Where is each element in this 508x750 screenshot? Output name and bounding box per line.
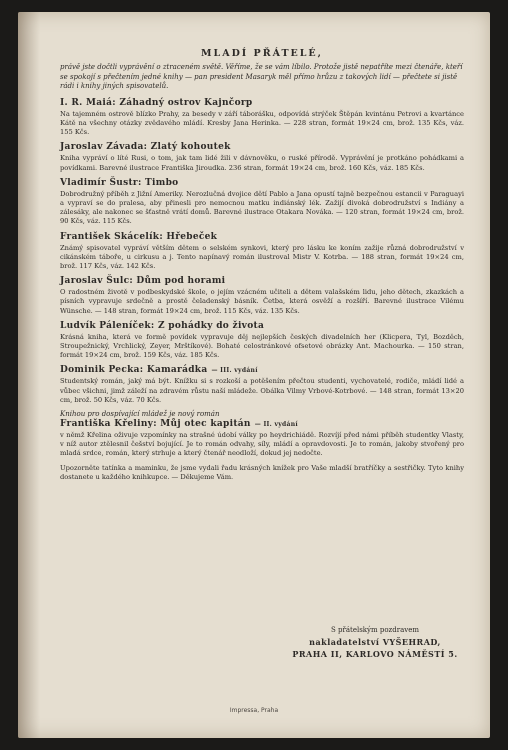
edition-label: — II. vydání [254,421,298,429]
edition-label: — III. vydání [211,367,258,375]
book-entry [60,232,464,272]
publisher-address: PRAHA II, KARLOVO NÁMĚSTÍ 5. [292,649,458,659]
book-entry [60,178,464,227]
book-entry [60,276,464,316]
book-entry [60,321,464,361]
book-note: Knihou pro dospívající mládež je nový román [60,410,220,419]
book-description: O radostném životě v podbeskydské škole, o jejím vzácném učiteli a dětem valašském lidu, jeho dětech, zkazkách a písních vypravuje srdečně a prostě čeladenský básník. Četba, která osvěží a rozšíří. Barevné ilustrace Vilému Wünsche. — 148 stran, formát 19×24 cm, brož. 115 Kčs, váz. 135 Kčs. [60,288,464,315]
closing-paragraph: Upozorněte tatínka a maminku, že jsme vydali řadu krásných knížek pro Vaše mladší bratříčky a sestřičky. Tyto knihy dostanete u každého knihkupce. — Děkujeme Vám. [60,463,464,481]
book-title: Františka Křeliny: Můj otec kapitán — II. vydání [60,419,298,430]
book-description: Studentský román, jaký má být. Knížku si s rozkoší a potěšením přečtou studenti, vychovatelé, rodiče, mládí lidé a vůbec všichni, jimž záleží na zdravém růstu naší mládeže. Obálka Vilmy Vrbové-Kotrbové. — 148 stran, formát 13×20 cm, brož. 50 Kčs, váz. 70 Kčs. [60,377,464,404]
book-description: Známý spisovatel vypráví větším dětem o selském synkovi, který pro lásku ke koním zažije různá dobrodružství v cikánském táboře, u cirkusu a j. Tento napínavý román ilustroval Mistr V. Kotrba. — 188 stran, formát 19×24 cm, brož. 117 Kčs, váz. 142 Kčs. [60,243,464,271]
book-title: I. R. Maiá: Záhadný ostrov Kajnčorp [60,97,253,108]
book-entry [60,98,464,138]
book-title: František Skácelík: Hřebeček [60,231,218,242]
printer-imprint: Impressa, Praha [229,707,279,714]
book-description: v němž Křelina oživuje vzpomínky na strašné údobí války po heydrichiádě. Rozvíjí před námi příběh studentky Vlasty, v níž autor ztělesnil češství bojující. Je to román odvahy, síly, mládí a opravdovosti. Je to román, jakoby stvořený pro mladá srdce, román, který strhuje a který čtenář neodloží, dokud jej nedočte. [60,431,464,458]
signature-greeting: S přátelským pozdravem [331,626,419,634]
book-title: Jaroslav Závada: Zlatý kohoutek [60,142,231,153]
book-title: Vladimír Šustr: Timbo [60,177,179,188]
book-description: Kniha vypráví o líté Rusi, o tom, jak tam lidé žili v dávnověku, o ruské přírodě. Vyprávění je protkáno pohádkami a povídkami. Barevné ilustrace Františka Jiroudka. 236 stran, formát 19×24 cm, brož. 160 Kčs, váz. 185 Kčs. [60,154,464,172]
jacket-text [60,48,464,489]
book-title: Ludvík Páleníček: Z pohádky do života [60,320,265,331]
book-description: Dobrodružný příběh z Jižní Ameriky. Nerozlučná dvojice dětí Pablo a Jana opustí tajně bezpečnou estancii v Paraguayi a vypraví se do pralesa, aby přinesli pro nemocnou matku indiánský lék. Zažijí divoká dobrodružství s Indiány a zálesáky, ale nakonec se šťastně vrátí domů. Barevné ilustrace Otakara Nováka. — 120 stran, formát 19×24 cm, brož. 90 Kčs, váz. 115 Kčs. [60,189,464,226]
book-description: Na tajemném ostrově blízko Prahy, za besedy v září táborášku, odpovídá strýček Štěpán kvintánu Petrovi a kvartánce Kátě na všechny otázky zvědavého mládí. Kresby Jana Herinka. — 228 stran, formát 19×24 cm, brož. 135 Kčs, váz. 155 Kčs. [60,109,464,137]
book-title: Dominik Pecka: Kamarádka — III. vydání [60,365,258,376]
book-title: Jaroslav Šulc: Dům pod horami [60,276,226,287]
spine-shadow [18,12,40,738]
publisher-name: nakladatelství VYŠEHRAD, [309,637,441,647]
greeting-heading: MLADÍ PŘÁTELÉ, [201,48,323,59]
publisher-signature [290,626,460,659]
book-entry [60,365,464,405]
intro-paragraph: právě jste dočtli vyprávění o ztraceném světě. Věříme, že se vám líbilo. Protože jistě nepatříte mezi čtenáře, kteří se spokojí s přečtením jedné knihy — pan president Masaryk měl přímo hrůzu z takových lidí — přečtete si jistě rádi i knihy jiných spisovatelů. [60,63,463,91]
book-entry [60,410,464,459]
book-entry [60,142,464,172]
book-description: Krásná kniha, která ve formě povídek vypravuje děj nejlepších českých divadelních her (Klicpera, Tyl, Bozděch, Stroupežnický, Vrchlický, Zeyer, Mrštíkové). Bohaté celostránkové ofsetové obrázky Ant. Machourka. — 150 stran, formát 19×24 cm, brož. 159 Kčs, váz. 185 Kčs. [60,332,464,360]
